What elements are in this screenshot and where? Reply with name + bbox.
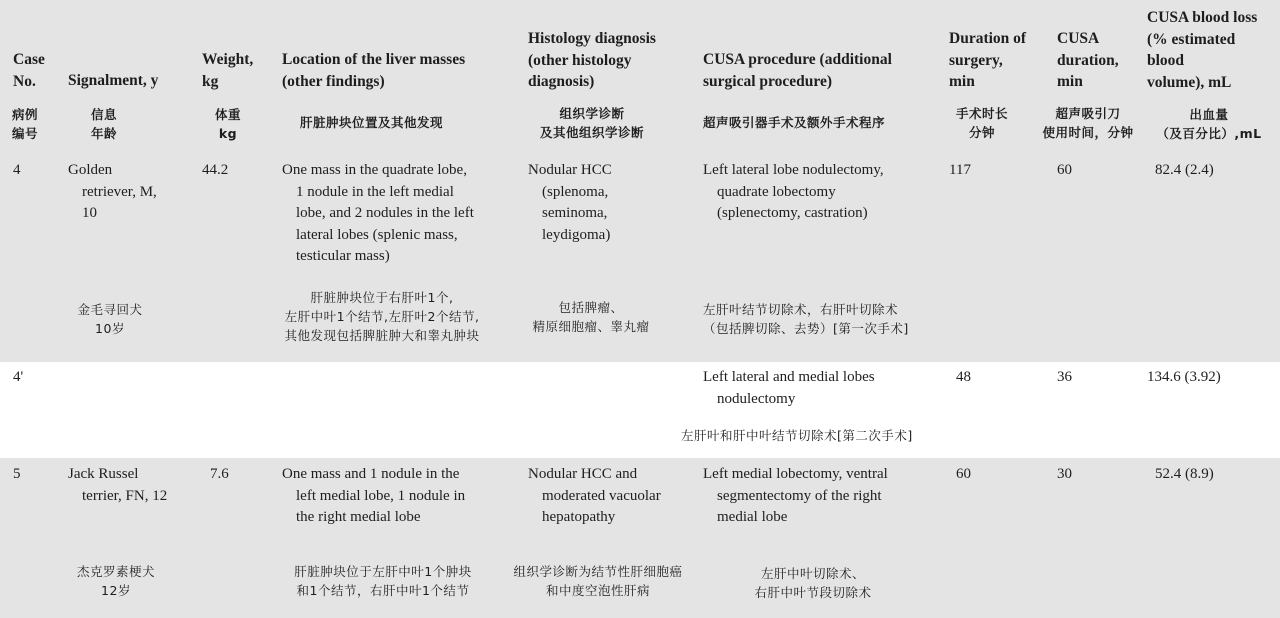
row-4b-cusa-duration: 36 xyxy=(1057,369,1072,385)
row-4-location: One mass in the quadrate lobe, 1 nodule in the left medial lobe, and 2 nodules in the left lateral lobes (splenic mass, testicular mass) xyxy=(282,162,474,264)
row-5-histology-zh: 组织学诊断为结节性肝细胞癌 和中度空泡性肝病 xyxy=(513,564,683,598)
row-5-signalment: Jack Russel terrier, FN, 12 xyxy=(68,466,168,504)
header-location: Location of the liver masses (other findings) xyxy=(282,51,466,90)
header-cusa-procedure: CUSA procedure (additional surgical procedure) xyxy=(703,51,892,90)
row-4-cusa-procedure-zh: 左肝叶结节切除术，右肝叶切除术 （包括脾切除、去势）[第一次手术] xyxy=(703,302,909,336)
row-4-weight: 44.2 xyxy=(202,162,229,178)
row-5-blood-loss: 52.4 (8.9) xyxy=(1155,466,1214,482)
header-case-no: Case No. xyxy=(13,51,45,90)
header-histology-zh: 组织学诊断 及其他组织学诊断 xyxy=(539,106,644,140)
header-cusa-duration: CUSA duration, min xyxy=(1057,30,1119,90)
row-5-location: One mass and 1 nodule in the left medial lobe, 1 nodule in the right medial lobe xyxy=(282,466,466,525)
row-4b-duration: 48 xyxy=(956,369,971,385)
row-4b-cusa-procedure: Left lateral and medial lobes nodulectomy xyxy=(703,369,875,407)
row-4-histology: Nodular HCC (splenoma, seminoma, leydigoma) xyxy=(528,162,612,243)
row-4-cusa-duration: 60 xyxy=(1057,162,1072,178)
header-histology: Histology diagnosis (other histology diagnosis) xyxy=(528,30,656,90)
row-4-location-zh: 肝脏肿块位于右肝叶1个, 左肝中叶1个结节,左肝叶2个结节, 其他发现包括脾脏肿大和睾丸肿块 xyxy=(284,290,480,343)
header-weight-zh: 体重 kg xyxy=(214,107,241,141)
header-duration-zh: 手术时长 分钟 xyxy=(955,106,1008,140)
header-signalment-zh: 信息 年龄 xyxy=(90,107,117,141)
header-cusa-procedure-zh: 超声吸引器手术及额外手术程序 xyxy=(703,115,886,130)
row-5-weight: 7.6 xyxy=(210,466,229,482)
row-4b-cusa-procedure-zh: 左肝叶和肝中叶结节切除术[第二次手术] xyxy=(681,428,913,443)
row-5-location-zh: 肝脏肿块位于左肝中叶1个肿块 和1个结节，右肝中叶1个结节 xyxy=(294,564,472,598)
row-5-histology: Nodular HCC and moderated vacuolar hepatopathy xyxy=(528,466,661,525)
row-4-case: 4 xyxy=(13,162,21,178)
header-blood-loss: CUSA blood loss (% estimated blood volume), mL xyxy=(1147,9,1258,91)
row-4b-case: 4' xyxy=(13,369,24,385)
row-4-duration: 117 xyxy=(949,162,971,178)
row-4-blood-loss: 82.4 (2.4) xyxy=(1155,162,1214,178)
row-5-case: 5 xyxy=(13,466,21,482)
row-4-histology-zh: 包括脾瘤、 精原细胞瘤、睾丸瘤 xyxy=(532,300,650,334)
header-signalment: Signalment, y xyxy=(68,72,159,89)
row-5-signalment-zh: 杰克罗素梗犬 12岁 xyxy=(76,564,155,598)
header-weight: Weight, kg xyxy=(202,51,254,90)
row-4-cusa-procedure: Left lateral lobe nodulectomy, quadrate lobectomy (splenectomy, castration) xyxy=(703,162,884,221)
header-blood-loss-zh: 出血量 （及百分比）,mL xyxy=(1156,107,1262,141)
row-5-cusa-procedure: Left medial lobectomy, ventral segmentectomy of the right medial lobe xyxy=(703,466,888,525)
header-location-zh: 肝脏肿块位置及其他发现 xyxy=(300,115,444,130)
row-4-signalment-zh: 金毛寻回犬 10岁 xyxy=(77,302,143,336)
header-case-no-zh: 病例 编号 xyxy=(12,107,39,141)
row-4-signalment: Golden retriever, M, 10 xyxy=(68,162,157,221)
header-cusa-duration-zh: 超声吸引刀 使用时间，分钟 xyxy=(1042,106,1134,140)
header-duration: Duration of surgery, min xyxy=(949,30,1027,90)
row-5-cusa-duration: 30 xyxy=(1057,466,1072,482)
row-5-duration: 60 xyxy=(956,466,971,482)
row-5-cusa-procedure-zh: 左肝中叶切除术、 右肝中叶节段切除术 xyxy=(754,566,872,600)
row-4b-blood-loss: 134.6 (3.92) xyxy=(1147,369,1221,385)
